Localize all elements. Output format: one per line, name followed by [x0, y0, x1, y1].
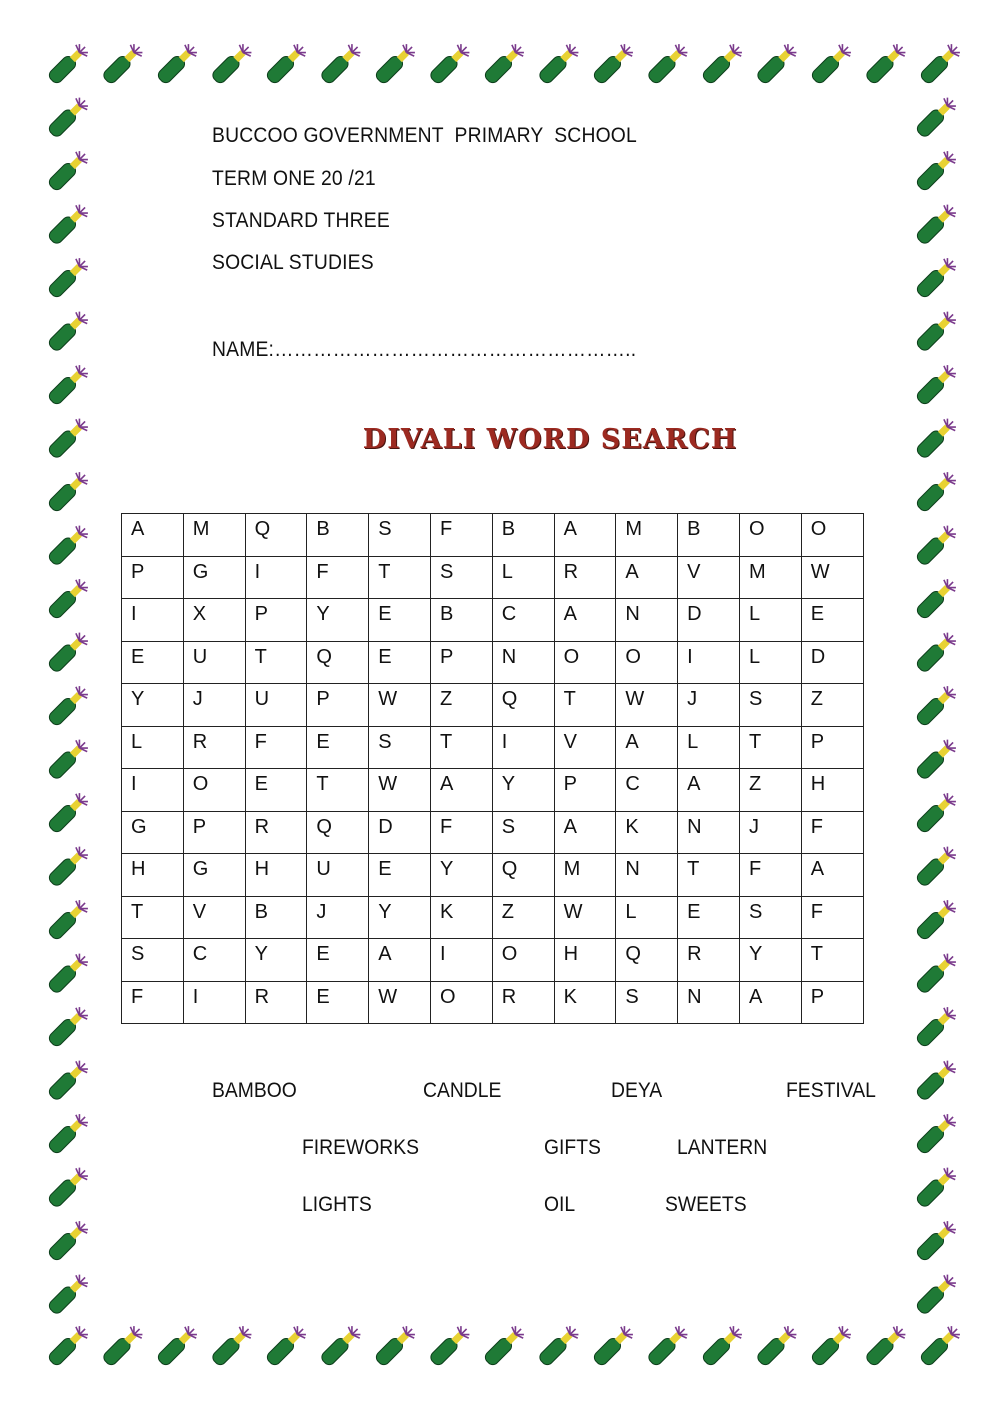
word-bamboo: BAMBOO: [212, 1079, 297, 1102]
grid-cell[interactable]: P: [307, 684, 369, 727]
grid-cell[interactable]: H: [245, 854, 307, 897]
grid-cell[interactable]: D: [678, 599, 740, 642]
grid-cell[interactable]: I: [492, 726, 554, 769]
firecracker-icon: [809, 41, 854, 86]
grid-cell[interactable]: Z: [739, 769, 801, 812]
firecracker-icon: [46, 1218, 91, 1263]
firecracker-icon: [46, 362, 91, 407]
grid-cell[interactable]: A: [554, 514, 616, 557]
grid-cell[interactable]: Y: [430, 854, 492, 897]
grid-cell[interactable]: N: [492, 641, 554, 684]
grid-cell[interactable]: E: [801, 599, 863, 642]
firecracker-icon: [914, 523, 959, 568]
grid-cell[interactable]: Z: [430, 684, 492, 727]
firecracker-icon: [914, 95, 959, 140]
grid-cell[interactable]: B: [307, 514, 369, 557]
grid-cell[interactable]: L: [739, 599, 801, 642]
grid-cell[interactable]: E: [369, 854, 431, 897]
word-sweets: SWEETS: [665, 1193, 747, 1216]
word-deya: DEYA: [611, 1079, 663, 1102]
firecracker-icon: [46, 630, 91, 675]
firecracker-icon: [914, 469, 959, 514]
firecracker-icon: [46, 523, 91, 568]
grid-cell[interactable]: I: [245, 556, 307, 599]
grid-cell[interactable]: J: [307, 896, 369, 939]
firecracker-icon: [46, 683, 91, 728]
grid-cell[interactable]: L: [616, 896, 678, 939]
firecracker-icon: [914, 1058, 959, 1103]
firecracker-icon: [46, 844, 91, 889]
grid-cell[interactable]: C: [183, 939, 245, 982]
grid-cell[interactable]: U: [245, 684, 307, 727]
firecracker-icon: [646, 1323, 691, 1368]
grid-cell[interactable]: F: [307, 556, 369, 599]
grid-cell[interactable]: I: [678, 641, 740, 684]
grid-cell[interactable]: B: [678, 514, 740, 557]
grid-cell[interactable]: S: [739, 896, 801, 939]
grid-cell[interactable]: O: [616, 641, 678, 684]
grid-cell[interactable]: O: [430, 981, 492, 1024]
grid-cell[interactable]: Q: [616, 939, 678, 982]
grid-cell[interactable]: Q: [492, 854, 554, 897]
grid-cell[interactable]: K: [616, 811, 678, 854]
subject-label: SOCIAL STUDIES: [212, 251, 374, 274]
grid-cell[interactable]: S: [369, 726, 431, 769]
firecracker-icon: [537, 1323, 582, 1368]
grid-cell[interactable]: T: [245, 641, 307, 684]
grid-row: [122, 641, 864, 684]
grid-cell[interactable]: M: [616, 514, 678, 557]
grid-cell[interactable]: R: [492, 981, 554, 1024]
grid-cell[interactable]: V: [554, 726, 616, 769]
grid-cell[interactable]: F: [430, 514, 492, 557]
word-lantern: LANTERN: [677, 1136, 768, 1159]
firecracker-icon: [46, 951, 91, 996]
word-gifts: GIFTS: [544, 1136, 601, 1159]
firecracker-icon: [918, 41, 963, 86]
firecracker-icon: [700, 1323, 745, 1368]
firecracker-icon: [914, 683, 959, 728]
grid-row: [122, 556, 864, 599]
grid-cell[interactable]: P: [430, 641, 492, 684]
grid-cell[interactable]: W: [616, 684, 678, 727]
grid-cell[interactable]: S: [739, 684, 801, 727]
grid-cell[interactable]: F: [430, 811, 492, 854]
grid-cell[interactable]: D: [369, 811, 431, 854]
grid-cell[interactable]: B: [430, 599, 492, 642]
grid-cell[interactable]: A: [801, 854, 863, 897]
page-title: DIVALI WORD SEARCH: [362, 424, 738, 455]
word-festival: FESTIVAL: [786, 1079, 876, 1102]
grid-cell[interactable]: F: [801, 896, 863, 939]
firecracker-icon: [264, 41, 309, 86]
grid-cell[interactable]: W: [369, 981, 431, 1024]
word-lights: LIGHTS: [302, 1193, 372, 1216]
grid-cell[interactable]: Q: [492, 684, 554, 727]
firecracker-icon: [537, 41, 582, 86]
grid-cell[interactable]: W: [801, 556, 863, 599]
grid-cell[interactable]: K: [430, 896, 492, 939]
grid-cell[interactable]: F: [801, 811, 863, 854]
grid-cell[interactable]: P: [183, 811, 245, 854]
grid-cell[interactable]: L: [122, 726, 184, 769]
firecracker-icon: [914, 309, 959, 354]
grid-cell[interactable]: R: [183, 726, 245, 769]
grid-cell[interactable]: M: [183, 514, 245, 557]
grid-row: [122, 684, 864, 727]
grid-cell[interactable]: O: [554, 641, 616, 684]
grid-cell[interactable]: B: [492, 514, 554, 557]
firecracker-icon: [46, 1111, 91, 1156]
grid-row: [122, 769, 864, 812]
grid-cell[interactable]: E: [307, 939, 369, 982]
grid-row: [122, 599, 864, 642]
grid-cell[interactable]: O: [801, 514, 863, 557]
grid-cell[interactable]: N: [616, 854, 678, 897]
firecracker-icon: [914, 951, 959, 996]
firecracker-icon: [46, 148, 91, 193]
grid-cell[interactable]: O: [492, 939, 554, 982]
grid-cell[interactable]: F: [739, 854, 801, 897]
grid-cell[interactable]: D: [801, 641, 863, 684]
firecracker-icon: [482, 41, 527, 86]
firecracker-icon: [914, 737, 959, 782]
firecracker-icon: [46, 897, 91, 942]
firecracker-icon: [914, 202, 959, 247]
grid-cell[interactable]: R: [678, 939, 740, 982]
firecracker-icon: [914, 1111, 959, 1156]
grid-cell[interactable]: Y: [122, 684, 184, 727]
grid-cell[interactable]: E: [122, 641, 184, 684]
firecracker-icon: [864, 1323, 909, 1368]
firecracker-icon: [809, 1323, 854, 1368]
grid-cell[interactable]: E: [678, 896, 740, 939]
firecracker-icon: [914, 148, 959, 193]
grid-cell[interactable]: E: [369, 599, 431, 642]
grid-cell[interactable]: Q: [307, 641, 369, 684]
grid-row: [122, 811, 864, 854]
firecracker-icon: [428, 1323, 473, 1368]
firecracker-icon: [864, 41, 909, 86]
grid-cell[interactable]: K: [554, 981, 616, 1024]
grid-row: [122, 854, 864, 897]
grid-cell[interactable]: E: [307, 981, 369, 1024]
grid-cell[interactable]: N: [678, 811, 740, 854]
grid-cell[interactable]: E: [369, 641, 431, 684]
firecracker-icon: [646, 41, 691, 86]
grid-cell[interactable]: G: [183, 556, 245, 599]
grid-cell[interactable]: Y: [369, 896, 431, 939]
firecracker-icon: [210, 1323, 255, 1368]
grid-cell[interactable]: U: [183, 641, 245, 684]
grid-cell[interactable]: V: [678, 556, 740, 599]
grid-cell[interactable]: S: [492, 811, 554, 854]
name-field[interactable]: NAME:………………………………………………..: [212, 338, 637, 361]
firecracker-icon: [46, 1323, 91, 1368]
grid-cell[interactable]: R: [245, 811, 307, 854]
grid-cell[interactable]: S: [616, 981, 678, 1024]
firecracker-icon: [373, 1323, 418, 1368]
grid-cell[interactable]: N: [678, 981, 740, 1024]
firecracker-icon: [46, 737, 91, 782]
grid-cell[interactable]: A: [369, 939, 431, 982]
firecracker-icon: [914, 844, 959, 889]
firecracker-icon: [914, 630, 959, 675]
grid-cell[interactable]: H: [122, 854, 184, 897]
grid-cell[interactable]: A: [739, 981, 801, 1024]
firecracker-icon: [46, 1165, 91, 1210]
grid-cell[interactable]: T: [122, 896, 184, 939]
grid-cell[interactable]: A: [678, 769, 740, 812]
school-name: BUCCOO GOVERNMENT PRIMARY SCHOOL: [212, 124, 637, 147]
firecracker-icon: [914, 1004, 959, 1049]
grid-cell[interactable]: T: [678, 854, 740, 897]
grid-cell[interactable]: G: [183, 854, 245, 897]
grid-cell[interactable]: Q: [245, 514, 307, 557]
grid-cell[interactable]: M: [739, 556, 801, 599]
firecracker-icon: [319, 1323, 364, 1368]
grid-cell[interactable]: L: [739, 641, 801, 684]
firecracker-icon: [46, 1004, 91, 1049]
grid-cell[interactable]: T: [369, 556, 431, 599]
firecracker-icon: [428, 41, 473, 86]
firecracker-icon: [482, 1323, 527, 1368]
grid-cell[interactable]: A: [616, 726, 678, 769]
grid-cell[interactable]: I: [122, 769, 184, 812]
grid-row: [122, 726, 864, 769]
firecracker-icon: [155, 41, 200, 86]
grid-cell[interactable]: A: [554, 599, 616, 642]
grid-cell[interactable]: N: [616, 599, 678, 642]
grid-cell[interactable]: G: [122, 811, 184, 854]
grid-row: [122, 981, 864, 1024]
grid-cell[interactable]: O: [183, 769, 245, 812]
grid-cell[interactable]: W: [369, 684, 431, 727]
grid-cell[interactable]: E: [245, 769, 307, 812]
grid-cell[interactable]: A: [616, 556, 678, 599]
grid-cell[interactable]: T: [739, 726, 801, 769]
grid-cell[interactable]: L: [678, 726, 740, 769]
firecracker-icon: [46, 469, 91, 514]
grid-row: [122, 896, 864, 939]
firecracker-icon: [591, 41, 636, 86]
firecracker-icon: [210, 41, 255, 86]
firecracker-icon: [46, 255, 91, 300]
firecracker-icon: [914, 1165, 959, 1210]
grid-cell[interactable]: M: [554, 854, 616, 897]
firecracker-icon: [101, 41, 146, 86]
grid-cell[interactable]: U: [307, 854, 369, 897]
firecracker-icon: [46, 202, 91, 247]
grid-cell[interactable]: S: [430, 556, 492, 599]
grid-cell[interactable]: X: [183, 599, 245, 642]
grid-cell[interactable]: F: [122, 981, 184, 1024]
grid-cell[interactable]: Y: [492, 769, 554, 812]
grid-cell[interactable]: V: [183, 896, 245, 939]
grid-cell[interactable]: B: [245, 896, 307, 939]
grid-cell[interactable]: A: [430, 769, 492, 812]
grid-cell[interactable]: C: [492, 599, 554, 642]
grid-cell[interactable]: P: [122, 556, 184, 599]
grid-cell[interactable]: J: [183, 684, 245, 727]
grid-cell[interactable]: I: [430, 939, 492, 982]
grid-cell[interactable]: Y: [245, 939, 307, 982]
grid-cell[interactable]: S: [369, 514, 431, 557]
word-candle: CANDLE: [423, 1079, 502, 1102]
firecracker-icon: [46, 1058, 91, 1103]
standard-label: STANDARD THREE: [212, 209, 390, 232]
term-label: TERM ONE 20 /21: [212, 167, 376, 190]
firecracker-icon: [46, 309, 91, 354]
firecracker-icon: [914, 790, 959, 835]
grid-cell[interactable]: C: [616, 769, 678, 812]
firecracker-icon: [591, 1323, 636, 1368]
grid-cell[interactable]: A: [554, 811, 616, 854]
grid-cell[interactable]: I: [122, 599, 184, 642]
firecracker-icon: [46, 41, 91, 86]
firecracker-icon: [319, 41, 364, 86]
word-search-grid: [121, 513, 864, 1024]
grid-cell[interactable]: E: [307, 726, 369, 769]
grid-cell[interactable]: T: [554, 684, 616, 727]
grid-cell[interactable]: P: [245, 599, 307, 642]
grid-cell[interactable]: P: [554, 769, 616, 812]
firecracker-icon: [914, 1272, 959, 1317]
grid-cell[interactable]: L: [492, 556, 554, 599]
grid-cell[interactable]: H: [801, 769, 863, 812]
firecracker-icon: [46, 576, 91, 621]
grid-cell[interactable]: S: [122, 939, 184, 982]
firecracker-icon: [914, 362, 959, 407]
grid-cell[interactable]: Q: [307, 811, 369, 854]
firecracker-icon: [101, 1323, 146, 1368]
grid-cell[interactable]: Y: [307, 599, 369, 642]
grid-cell[interactable]: F: [245, 726, 307, 769]
firecracker-icon: [914, 1218, 959, 1263]
grid-cell[interactable]: T: [801, 939, 863, 982]
grid-cell[interactable]: P: [801, 981, 863, 1024]
grid-cell[interactable]: T: [430, 726, 492, 769]
grid-cell[interactable]: O: [739, 514, 801, 557]
firecracker-icon: [914, 255, 959, 300]
word-oil: OIL: [544, 1193, 576, 1216]
grid-cell[interactable]: T: [307, 769, 369, 812]
grid-cell[interactable]: J: [678, 684, 740, 727]
firecracker-icon: [373, 41, 418, 86]
grid-cell[interactable]: W: [554, 896, 616, 939]
firecracker-icon: [46, 790, 91, 835]
firecracker-icon: [914, 576, 959, 621]
firecracker-icon: [46, 95, 91, 140]
grid-row: [122, 939, 864, 982]
grid-cell[interactable]: Z: [492, 896, 554, 939]
grid-row: [122, 514, 864, 557]
firecracker-icon: [155, 1323, 200, 1368]
grid-cell[interactable]: Z: [801, 684, 863, 727]
word-fireworks: FIREWORKS: [302, 1136, 419, 1159]
grid-cell[interactable]: H: [554, 939, 616, 982]
firecracker-icon: [700, 41, 745, 86]
grid-cell[interactable]: I: [183, 981, 245, 1024]
firecracker-icon: [918, 1323, 963, 1368]
grid-cell[interactable]: A: [122, 514, 184, 557]
firecracker-icon: [46, 1272, 91, 1317]
grid-cell[interactable]: J: [739, 811, 801, 854]
firecracker-icon: [755, 41, 800, 86]
grid-cell[interactable]: Y: [739, 939, 801, 982]
firecracker-icon: [755, 1323, 800, 1368]
firecracker-icon: [914, 897, 959, 942]
firecracker-icon: [264, 1323, 309, 1368]
grid-cell[interactable]: R: [554, 556, 616, 599]
grid-cell[interactable]: R: [245, 981, 307, 1024]
grid-cell[interactable]: P: [801, 726, 863, 769]
grid-cell[interactable]: W: [369, 769, 431, 812]
